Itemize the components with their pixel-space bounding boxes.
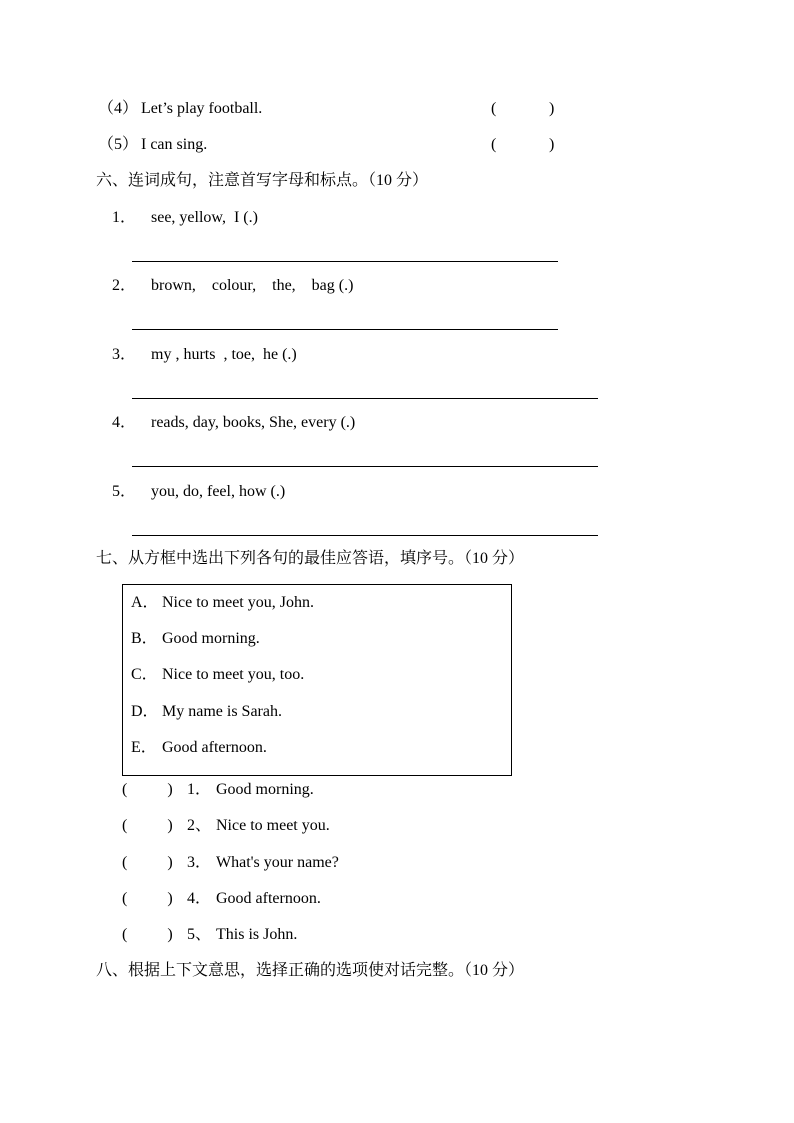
section6-heading: 六、连词成句，注意首写字母和标点。（10 分） — [96, 172, 429, 189]
scrambled-words: see, yellow, I (.) — [151, 209, 258, 226]
question-number: 3． — [187, 854, 212, 871]
answer-paren[interactable]: ( ) — [122, 890, 173, 907]
question-number: 4． — [187, 890, 212, 907]
answer-line[interactable] — [132, 466, 598, 467]
answer-line[interactable] — [132, 329, 558, 330]
section7-heading: 七、从方框中选出下列各句的最佳应答语，填序号。（10 分） — [96, 550, 525, 567]
answer-line[interactable] — [132, 535, 598, 536]
scrambled-words: you, do, feel, how (.) — [151, 483, 286, 500]
answer-line[interactable] — [132, 398, 598, 399]
item-number: 5． — [112, 483, 137, 500]
answer-paren[interactable]: ( ) — [122, 781, 173, 798]
item-text: Let’s play football. — [141, 100, 263, 117]
option-letter: E． — [131, 739, 157, 756]
option-letter: B． — [131, 630, 158, 647]
question-number: 1． — [187, 781, 212, 798]
item-number: （5） — [98, 136, 139, 153]
answer-paren-close: ) — [549, 100, 555, 117]
option-letter: D． — [131, 703, 159, 720]
option-letter: C． — [131, 666, 158, 683]
option-text: Good afternoon. — [162, 739, 267, 756]
question-text: This is John. — [216, 926, 298, 943]
question-text: Good afternoon. — [216, 890, 321, 907]
answer-paren[interactable]: ( ) — [122, 817, 173, 834]
section8-heading: 八、根据上下文意思，选择正确的选项使对话完整。（10 分） — [96, 962, 525, 979]
option-text: Nice to meet you, John. — [162, 594, 314, 611]
item-number: 4． — [112, 414, 137, 431]
answer-paren-open[interactable]: ( — [491, 136, 497, 153]
answer-paren-close: ) — [549, 136, 555, 153]
item-text: I can sing. — [141, 136, 208, 153]
answer-paren-open[interactable]: ( — [491, 100, 497, 117]
answer-line[interactable] — [132, 261, 558, 262]
scrambled-words: reads, day, books, She, every (.) — [151, 414, 356, 431]
answer-paren[interactable]: ( ) — [122, 854, 173, 871]
question-text: Nice to meet you. — [216, 817, 330, 834]
item-number: 2． — [112, 277, 137, 294]
option-text: My name is Sarah. — [162, 703, 282, 720]
option-text: Nice to meet you, too. — [162, 666, 305, 683]
scrambled-words: brown, colour, the, bag (.) — [151, 277, 354, 294]
option-text: Good morning. — [162, 630, 260, 647]
question-text: Good morning. — [216, 781, 314, 798]
option-letter: A． — [131, 594, 159, 611]
item-number: （4） — [98, 100, 139, 117]
answer-paren[interactable]: ( ) — [122, 926, 173, 943]
question-text: What's your name? — [216, 854, 339, 871]
question-number: 2、 — [187, 817, 212, 834]
scrambled-words: my , hurts , toe, he (.) — [151, 346, 297, 363]
item-number: 3． — [112, 346, 137, 363]
question-number: 5、 — [187, 926, 212, 943]
item-number: 1． — [112, 209, 137, 226]
